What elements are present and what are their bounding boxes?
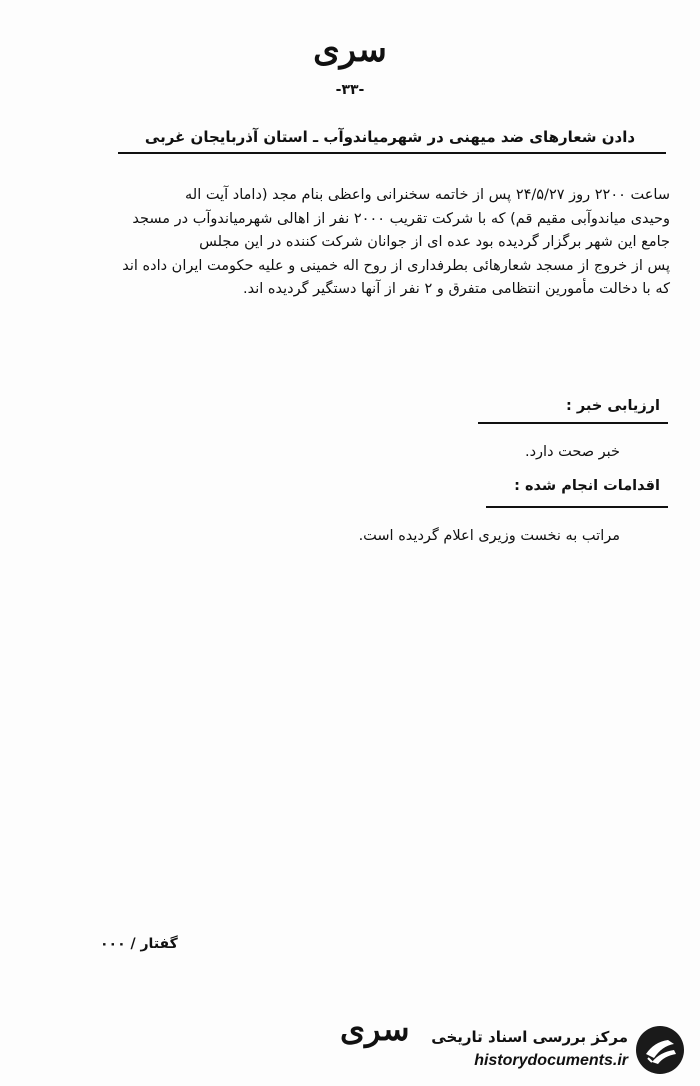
- watermark-name: مرکز بررسی اسناد تاریخی: [431, 1028, 628, 1046]
- page-number: -۳۳-: [335, 82, 365, 98]
- body-line: پس از خروج از مسجد شعارهائی بطرفداری از روح اله خمینی و علیه حکومت ایران داده اند: [122, 257, 670, 274]
- body-line: وحیدی میاندوآبی مقیم قم) که با شرکت تقریب ۲۰۰۰ نفر از اهالی شهرمیاندوآب در مسجد: [132, 210, 670, 227]
- footer-reference: گفتار / ۰۰۰: [100, 936, 178, 952]
- evaluation-text: خبر صحت دارد.: [524, 444, 620, 460]
- classification-bottom: سری: [340, 1010, 410, 1048]
- actions-underline: [486, 506, 668, 508]
- report-body: [30, 184, 670, 302]
- actions-text: مراتب به نخست وزیری اعلام گردیده است.: [358, 528, 620, 544]
- watermark-url: historydocuments.ir: [474, 1052, 628, 1069]
- archive-watermark: [418, 1022, 690, 1080]
- document-subject: دادن شعارهای ضد میهنی در شهرمیاندوآب ـ استان آذربایجان غربی: [144, 128, 636, 146]
- actions-heading: اقدامات انجام شده :: [514, 478, 660, 494]
- evaluation-underline: [478, 422, 668, 424]
- book-emblem-icon: [634, 1024, 686, 1076]
- body-line: که با دخالت مأمورین انتظامی متفرق و ۲ نفر از آنها دستگیر گردیده اند.: [242, 281, 670, 297]
- classification-top: سری: [313, 30, 387, 70]
- subject-underline: [118, 152, 666, 154]
- body-line: جامع این شهر برگزار گردیده بود عده ای از جوانان شرکت کننده در این مجلس: [199, 234, 670, 250]
- evaluation-heading: ارزیابی خبر :: [566, 398, 660, 414]
- body-line: ساعت ۲۲۰۰ روز ۲۴/۵/۲۷ پس از خاتمه سخنرانی واعظی بنام مجد (داماد آیت اله: [185, 187, 670, 203]
